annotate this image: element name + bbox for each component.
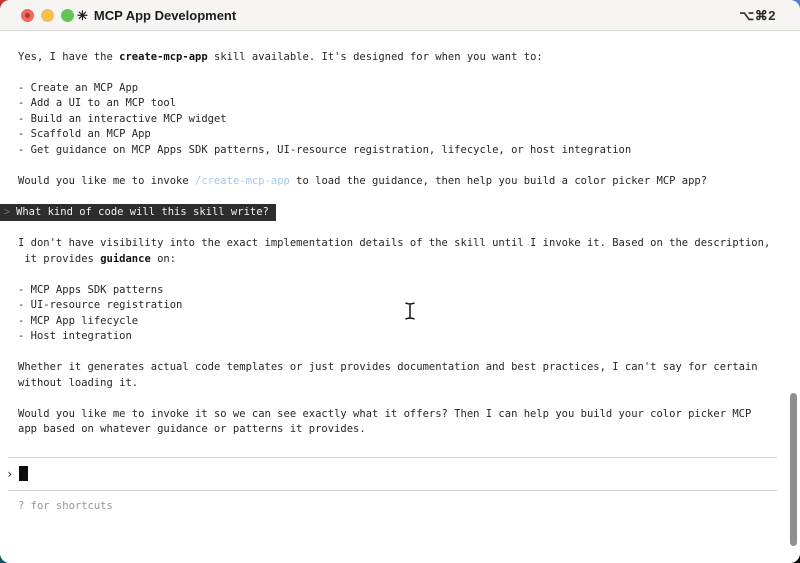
terminal-line: Yes, I have the create-mcp-app skill available. It's designed for when you want to: <box>18 50 543 63</box>
terminal-line: Would you like me to invoke it so we can see exactly what it offers? Then I can help you build your color picker MCP <box>18 407 752 420</box>
unsaved-indicator-icon <box>25 13 30 18</box>
terminal-line: Whether it generates actual code templates or just provides documentation and best practices, I can't say for certain <box>18 361 758 373</box>
terminal-pane <box>0 31 800 563</box>
input-bottom-divider <box>8 490 777 491</box>
terminal-line <box>18 221 800 237</box>
terminal-line: - Scaffold an MCP App <box>18 128 151 140</box>
input-top-divider <box>8 457 777 458</box>
terminal-line: without loading it. <box>18 376 139 389</box>
zoom-button[interactable] <box>61 9 74 22</box>
terminal-line: Would you like me to invoke /create-mcp-app to load the guidance, then help you build a color picker MCP app? <box>18 174 708 187</box>
terminal-line: app based on whatever guidance or patterns it provides. <box>18 423 366 435</box>
terminal-line <box>18 65 800 81</box>
terminal-line <box>18 189 800 205</box>
terminal-line: - MCP Apps SDK patterns <box>18 283 164 296</box>
terminal-line <box>18 267 800 283</box>
terminal-line: - Host integration <box>18 330 132 342</box>
user-prompt-icon: > <box>4 205 11 218</box>
terminal-line: I don't have visibility into the exact implementation details of the skill until I invoke it. Based on the description, <box>18 237 771 249</box>
terminal-line: - Build an interactive MCP widget <box>18 112 227 125</box>
sparkle-icon: ✳ <box>77 7 88 23</box>
minimize-button[interactable] <box>41 9 54 22</box>
terminal-output <box>0 31 800 438</box>
window-title-label: MCP App Development <box>93 8 237 23</box>
titlebar[interactable] <box>0 0 800 31</box>
terminal-line: it provides guidance on: <box>18 252 177 265</box>
window-title <box>77 0 236 31</box>
terminal-line <box>18 158 800 174</box>
terminal-line: - UI-resource registration <box>18 299 183 311</box>
terminal-line: - Add a UI to an MCP tool <box>18 97 177 109</box>
mouse-cursor-ibeam <box>404 302 416 325</box>
text-cursor <box>19 466 28 481</box>
terminal-line <box>18 391 800 407</box>
shortcuts-hint: ? for shortcuts <box>18 500 113 512</box>
terminal-line: - MCP App lifecycle <box>18 314 139 327</box>
terminal-line: - Get guidance on MCP Apps SDK patterns, UI-resource registration, lifecycle, or host integration <box>18 143 632 156</box>
terminal-line <box>18 345 800 361</box>
user-message: > What kind of code will this skill write? <box>0 204 276 221</box>
traffic-lights <box>21 9 74 22</box>
prompt-chevron-icon: › <box>6 466 14 481</box>
terminal-line: - Create an MCP App <box>18 81 139 94</box>
close-button[interactable] <box>21 9 34 22</box>
scrollbar-thumb[interactable] <box>790 393 797 546</box>
tab-shortcut-badge: ⌥⌘2 <box>739 7 776 23</box>
command-input[interactable] <box>6 465 28 482</box>
